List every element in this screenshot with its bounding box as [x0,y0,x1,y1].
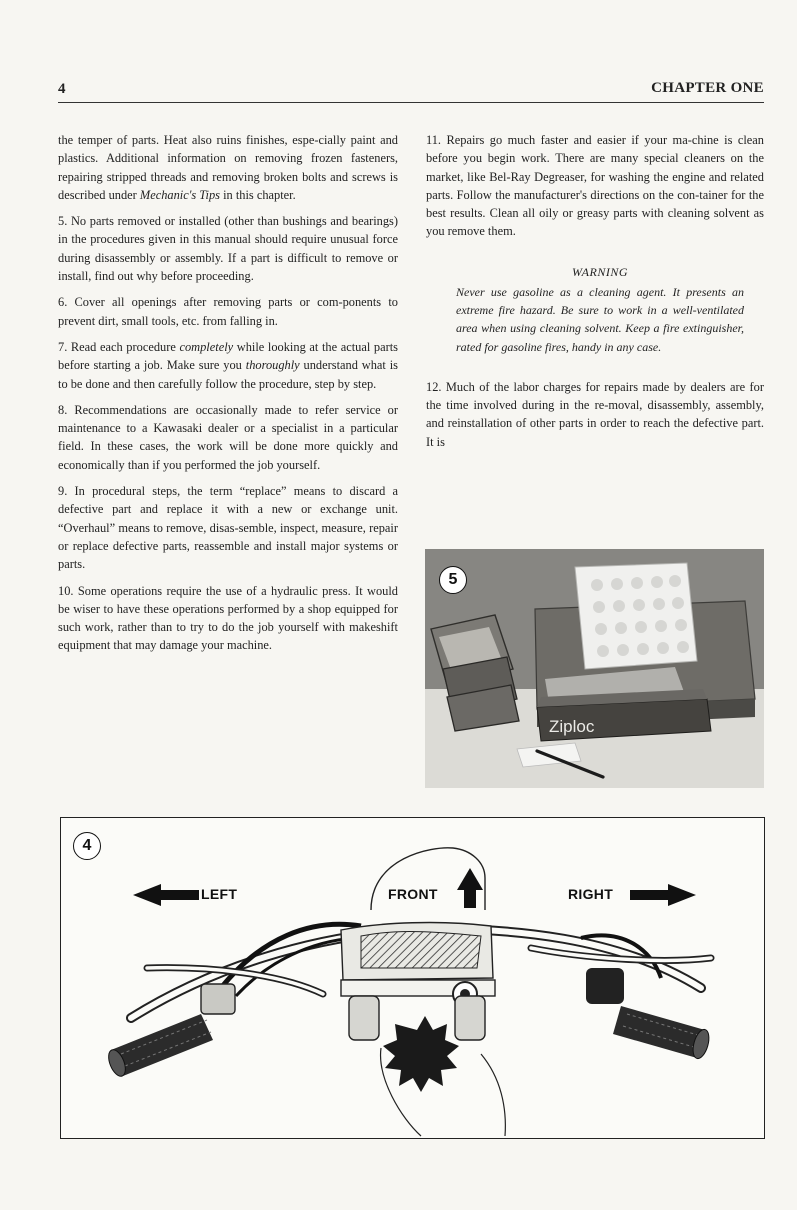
paragraph-step-7 [58,338,398,393]
page-number: 4 [58,81,66,97]
paragraph-heat [58,131,398,204]
page-header [58,78,764,103]
left-direction-label: LEFT [201,886,238,902]
text-run: in this chapter. [219,187,296,202]
right-arrow-icon [630,884,696,906]
text-run: while looking at the actual parts before starting a job. Make sure you [58,339,398,373]
text-run: 6. Cover all openings after removing parts or com-ponents to prevent dirt, small tools, etc. from falling in. [58,295,398,328]
text-run: 8. Recommendations are occasionally made to refer service or maintenance to a Kawasaki dealer or a specialist in a particular field. In these cases, the work will be done more quickly and economically than if you performed the job yourself. [58,402,398,472]
left-grip [105,1014,213,1079]
front-arrow-icon [457,868,483,908]
figure-number-badge: 4 [73,832,101,860]
text-run: the temper of parts. Heat also ruins finishes, espe-cially paint and plastics. Additional information on removing frozen fasteners, repairing stripped threads and removing broken bolts and screws is described under [58,133,398,202]
emphasized-text: thoroughly [245,358,300,373]
emphasized-text: Mechanic's Tips [139,187,220,202]
emphasized-text: completely [179,339,234,354]
handlebar-drawing [61,818,764,1138]
text-run: 5. No parts removed or installed (other than bushings and bearings) in the procedures given in this manual should require unusual force during disassembly or assembly. If a part is difficult to remove or install, find out why before proceeding. [58,214,398,284]
cleaning-supplies-illustration [425,549,764,788]
paragraph-step-8 [58,401,398,474]
front-direction-label: FRONT [388,886,438,902]
text-run: 11. Repairs go much faster and easier if your ma-chine is clean before you begin work. There are many special cleaners on the market, like Bel-Ray Degreaser, for washing the engine and related parts. Follow the manufacturer's directions on the con-tainer for the best results. Clean all oily or greasy parts with cleaning solvent as you remove them. [426,133,764,239]
paragraph-step-10 [58,582,398,655]
text-run: 12. Much of the labor charges for repairs made by dealers are for the time involved during in the re-moval, disassembly, assembly, and reinstallation of other parts in order to reach the defective part. It is [426,379,764,449]
text-run: 10. Some operations require the use of a hydraulic press. It would be wiser to have these operations performed by a shop equipped for such work, rather than to try to do the job yourself with makeshift equipment that may damage your machine. [58,583,398,653]
figure-4-handlebar-diagram [60,817,765,1139]
text-run: 7. Read each procedure [58,339,180,354]
left-arrow-icon [133,884,199,906]
text-run: 9. In procedural steps, the term “replace” means to discard a defective part and replace it with a new or exchange unit. “Overhaul” means to remove, disas-semble, inspect, measure, repair or replace defective parts, reassemble and install major systems or parts. [58,484,398,572]
paragraph-step-6 [58,293,398,330]
paragraph-step-12 [426,378,764,451]
right-grip [613,1006,712,1060]
text-run: understand what is to be done and then carefully follow the procedure, step by step. [58,358,398,391]
paragraph-step-9 [58,482,398,573]
right-text-column [426,131,764,451]
warning-box [456,263,744,356]
right-direction-label: RIGHT [568,886,614,902]
box-label: Ziploc [549,717,595,736]
figure-5-photo [425,549,764,788]
figure-number-badge: 5 [439,566,467,594]
chapter-title: CHAPTER ONE [651,80,764,96]
paragraph-step-5 [58,212,398,285]
paragraph-step-11 [426,131,764,241]
warning-title: WARNING [572,264,628,279]
warning-text: Never use gasoline as a cleaning agent. It presents an extreme fire hazard. Be sure to work in a well-ventilated area when using cleaning solvent. Keep a fire extinguisher, rated for gasoline fires, handy in any case. [456,284,744,354]
left-text-column [58,131,398,655]
